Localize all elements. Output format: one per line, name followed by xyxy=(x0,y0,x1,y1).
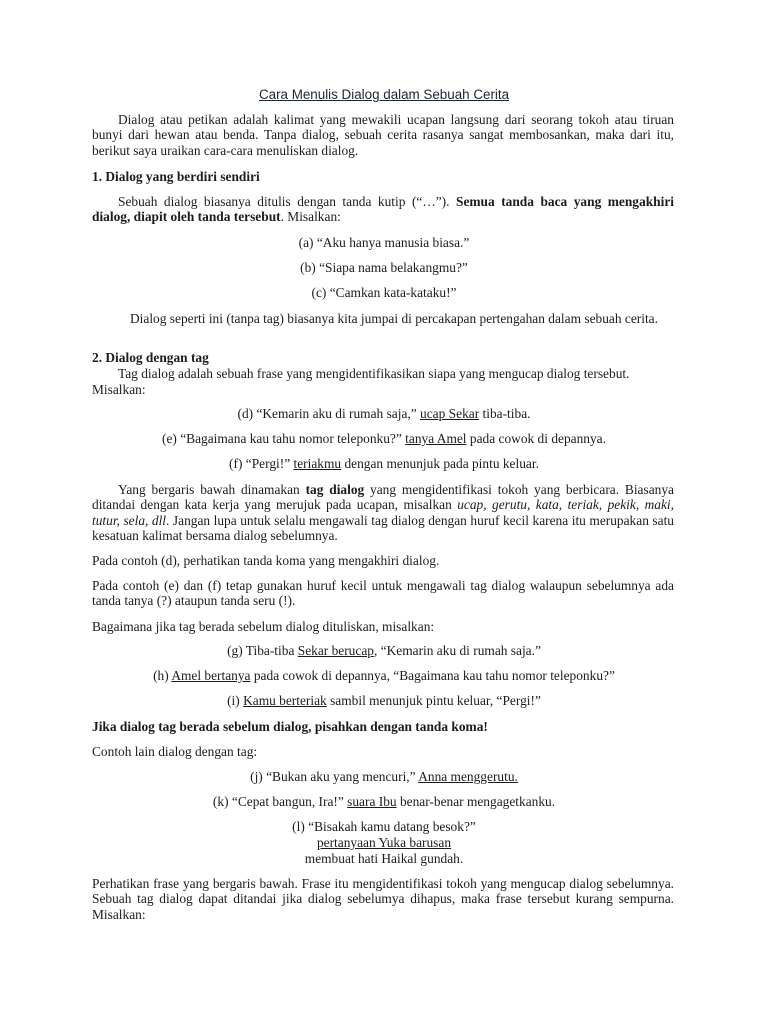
dialog-tag: Kamu berteriak xyxy=(243,693,327,708)
example-f xyxy=(0,456,768,471)
tag-explanation-paragraph xyxy=(92,482,674,544)
text-span: (k) “Cepat bangun, Ira!” xyxy=(212,794,348,809)
comma-rule: Jika dialog tag berada sebelum dialog, pisahkan dengan tanda koma! xyxy=(92,719,488,734)
section1-closing-paragraph: Dialog seperti ini (tanpa tag) biasanya kita jumpai di percakapan pertengahan dalam sebuah cerita. xyxy=(130,311,658,326)
paragraph-lowercase-note: Pada contoh (e) dan (f) tetap gunakan huruf kecil untuk mengawali tag dialog walaupun sebelumnya ada tanda tanya (?) ataupun tanda seru (!). xyxy=(92,578,674,609)
intro-paragraph: Dialog atau petikan adalah kalimat yang mewakili ucapan langsung dari seorang tokoh atau tiruan bunyi dari hewan atau benda. Tanpa dialog, sebuah cerita rasanya sangat membosankan, maka dari itu, berikut saya uraikan cara-cara menuliskan dialog. xyxy=(92,112,674,158)
example-l-line1: (l) “Bisakah kamu datang besok?” xyxy=(292,819,476,834)
example-d xyxy=(0,406,768,421)
page-title: Cara Menulis Dialog dalam Sebuah Cerita xyxy=(258,87,510,102)
example-l-line3: membuat hati Haikal gundah. xyxy=(304,851,464,866)
text-span: (i) xyxy=(227,693,244,708)
text-span: pada cowok di depannya, “Bagaimana kau tahu nomor teleponku?” xyxy=(250,668,615,683)
dialog-tag: teriakmu xyxy=(293,456,342,471)
section1-paragraph xyxy=(92,194,674,225)
dialog-tag: tanya Amel xyxy=(405,431,467,446)
example-e xyxy=(0,431,768,446)
section2-paragraph-line1: Tag dialog adalah sebuah frase yang mengidentifikasikan siapa yang mengucap dialog tersebut. xyxy=(118,366,630,381)
dialog-tag: Anna menggerutu. xyxy=(418,769,518,784)
text-span: sambil menunjuk pintu keluar, “Pergi!” xyxy=(326,693,541,708)
example-k xyxy=(0,794,768,809)
text-span: Yang bergaris bawah dinamakan xyxy=(118,482,306,497)
text-span: . Jangan lupa untuk selalu mengawali tag dialog dengan huruf kecil karena itu merupakan satu kesatuan kalimat bersama dialog sebelumnya. xyxy=(92,512,674,544)
dialog-tag: ucap Sekar xyxy=(420,406,480,421)
dialog-tag: suara Ibu xyxy=(347,794,397,809)
example-b: (b) “Siapa nama belakangmu?” xyxy=(300,260,468,275)
bold-text: Semua tanda baca yang mengakhiri dialog, diapit oleh tanda tersebut xyxy=(92,194,674,225)
text-span: (h) xyxy=(153,668,172,683)
text-span: , “Kemarin aku di rumah saja.” xyxy=(373,643,541,658)
text-span: (e) “Bagaimana kau tahu nomor teleponku?” xyxy=(162,431,406,446)
dialog-tag: Sekar berucap xyxy=(297,643,374,658)
example-a: (a) “Aku hanya manusia biasa.” xyxy=(298,235,470,250)
example-c: (c) “Camkan kata-kataku!” xyxy=(311,285,457,300)
example-i xyxy=(0,693,768,708)
section2-heading: 2. Dialog dengan tag xyxy=(92,350,209,365)
text-span: pada cowok di depannya. xyxy=(466,431,606,446)
text-span: . Misalkan: xyxy=(280,209,341,225)
text-span: (g) Tiba-tiba xyxy=(227,643,298,658)
text-span: (f) “Pergi!” xyxy=(229,456,294,471)
paragraph-comma-note: Pada contoh (d), perhatikan tanda koma yang mengakhiri dialog. xyxy=(92,553,440,568)
paragraph-other-examples: Contoh lain dialog dengan tag: xyxy=(92,744,258,759)
dialog-tag: Amel bertanya xyxy=(171,668,251,683)
section1-heading: 1. Dialog yang berdiri sendiri xyxy=(92,169,260,184)
example-h xyxy=(0,668,768,683)
paragraph-tag-before: Bagaimana jika tag berada sebelum dialog dituliskan, misalkan: xyxy=(92,619,435,634)
text-span: Sebuah dialog biasanya ditulis dengan tanda kutip (“…”). xyxy=(118,194,456,209)
example-g xyxy=(0,643,768,658)
example-l-line2 xyxy=(0,835,768,850)
text-span: benar-benar mengagetkanku. xyxy=(396,794,556,809)
bold-text: tag dialog xyxy=(305,482,365,497)
example-j xyxy=(0,769,768,784)
text-span: yang mengidentifikasi tokoh yang berbicara. Biasanya ditandai dengan kata kerja yang merujuk pada ucapan, misalkan xyxy=(92,482,674,513)
text-span: dengan menunjuk pada pintu keluar. xyxy=(341,456,539,471)
text-span: tiba-tiba. xyxy=(479,406,531,421)
closing-paragraph: Perhatikan frase yang bergaris bawah. Frase itu mengidentifikasi tokoh yang mengucap dialog sebelumnya. Sebuah tag dialog dapat ditandai jika dialog sebelumya dihapus, maka frase tersebut kurang sempurna. Misalkan: xyxy=(92,876,674,922)
italic-text: ucap, gerutu, kata, teriak, pekik, maki, tutur, sela, dll xyxy=(92,497,674,528)
text-span: (d) “Kemarin aku di rumah saja,” xyxy=(237,406,421,421)
text-span: (j) “Bukan aku yang mencuri,” xyxy=(250,769,419,784)
dialog-tag: pertanyaan Yuka barusan xyxy=(316,835,452,850)
section2-paragraph-line2: Misalkan: xyxy=(92,382,146,397)
